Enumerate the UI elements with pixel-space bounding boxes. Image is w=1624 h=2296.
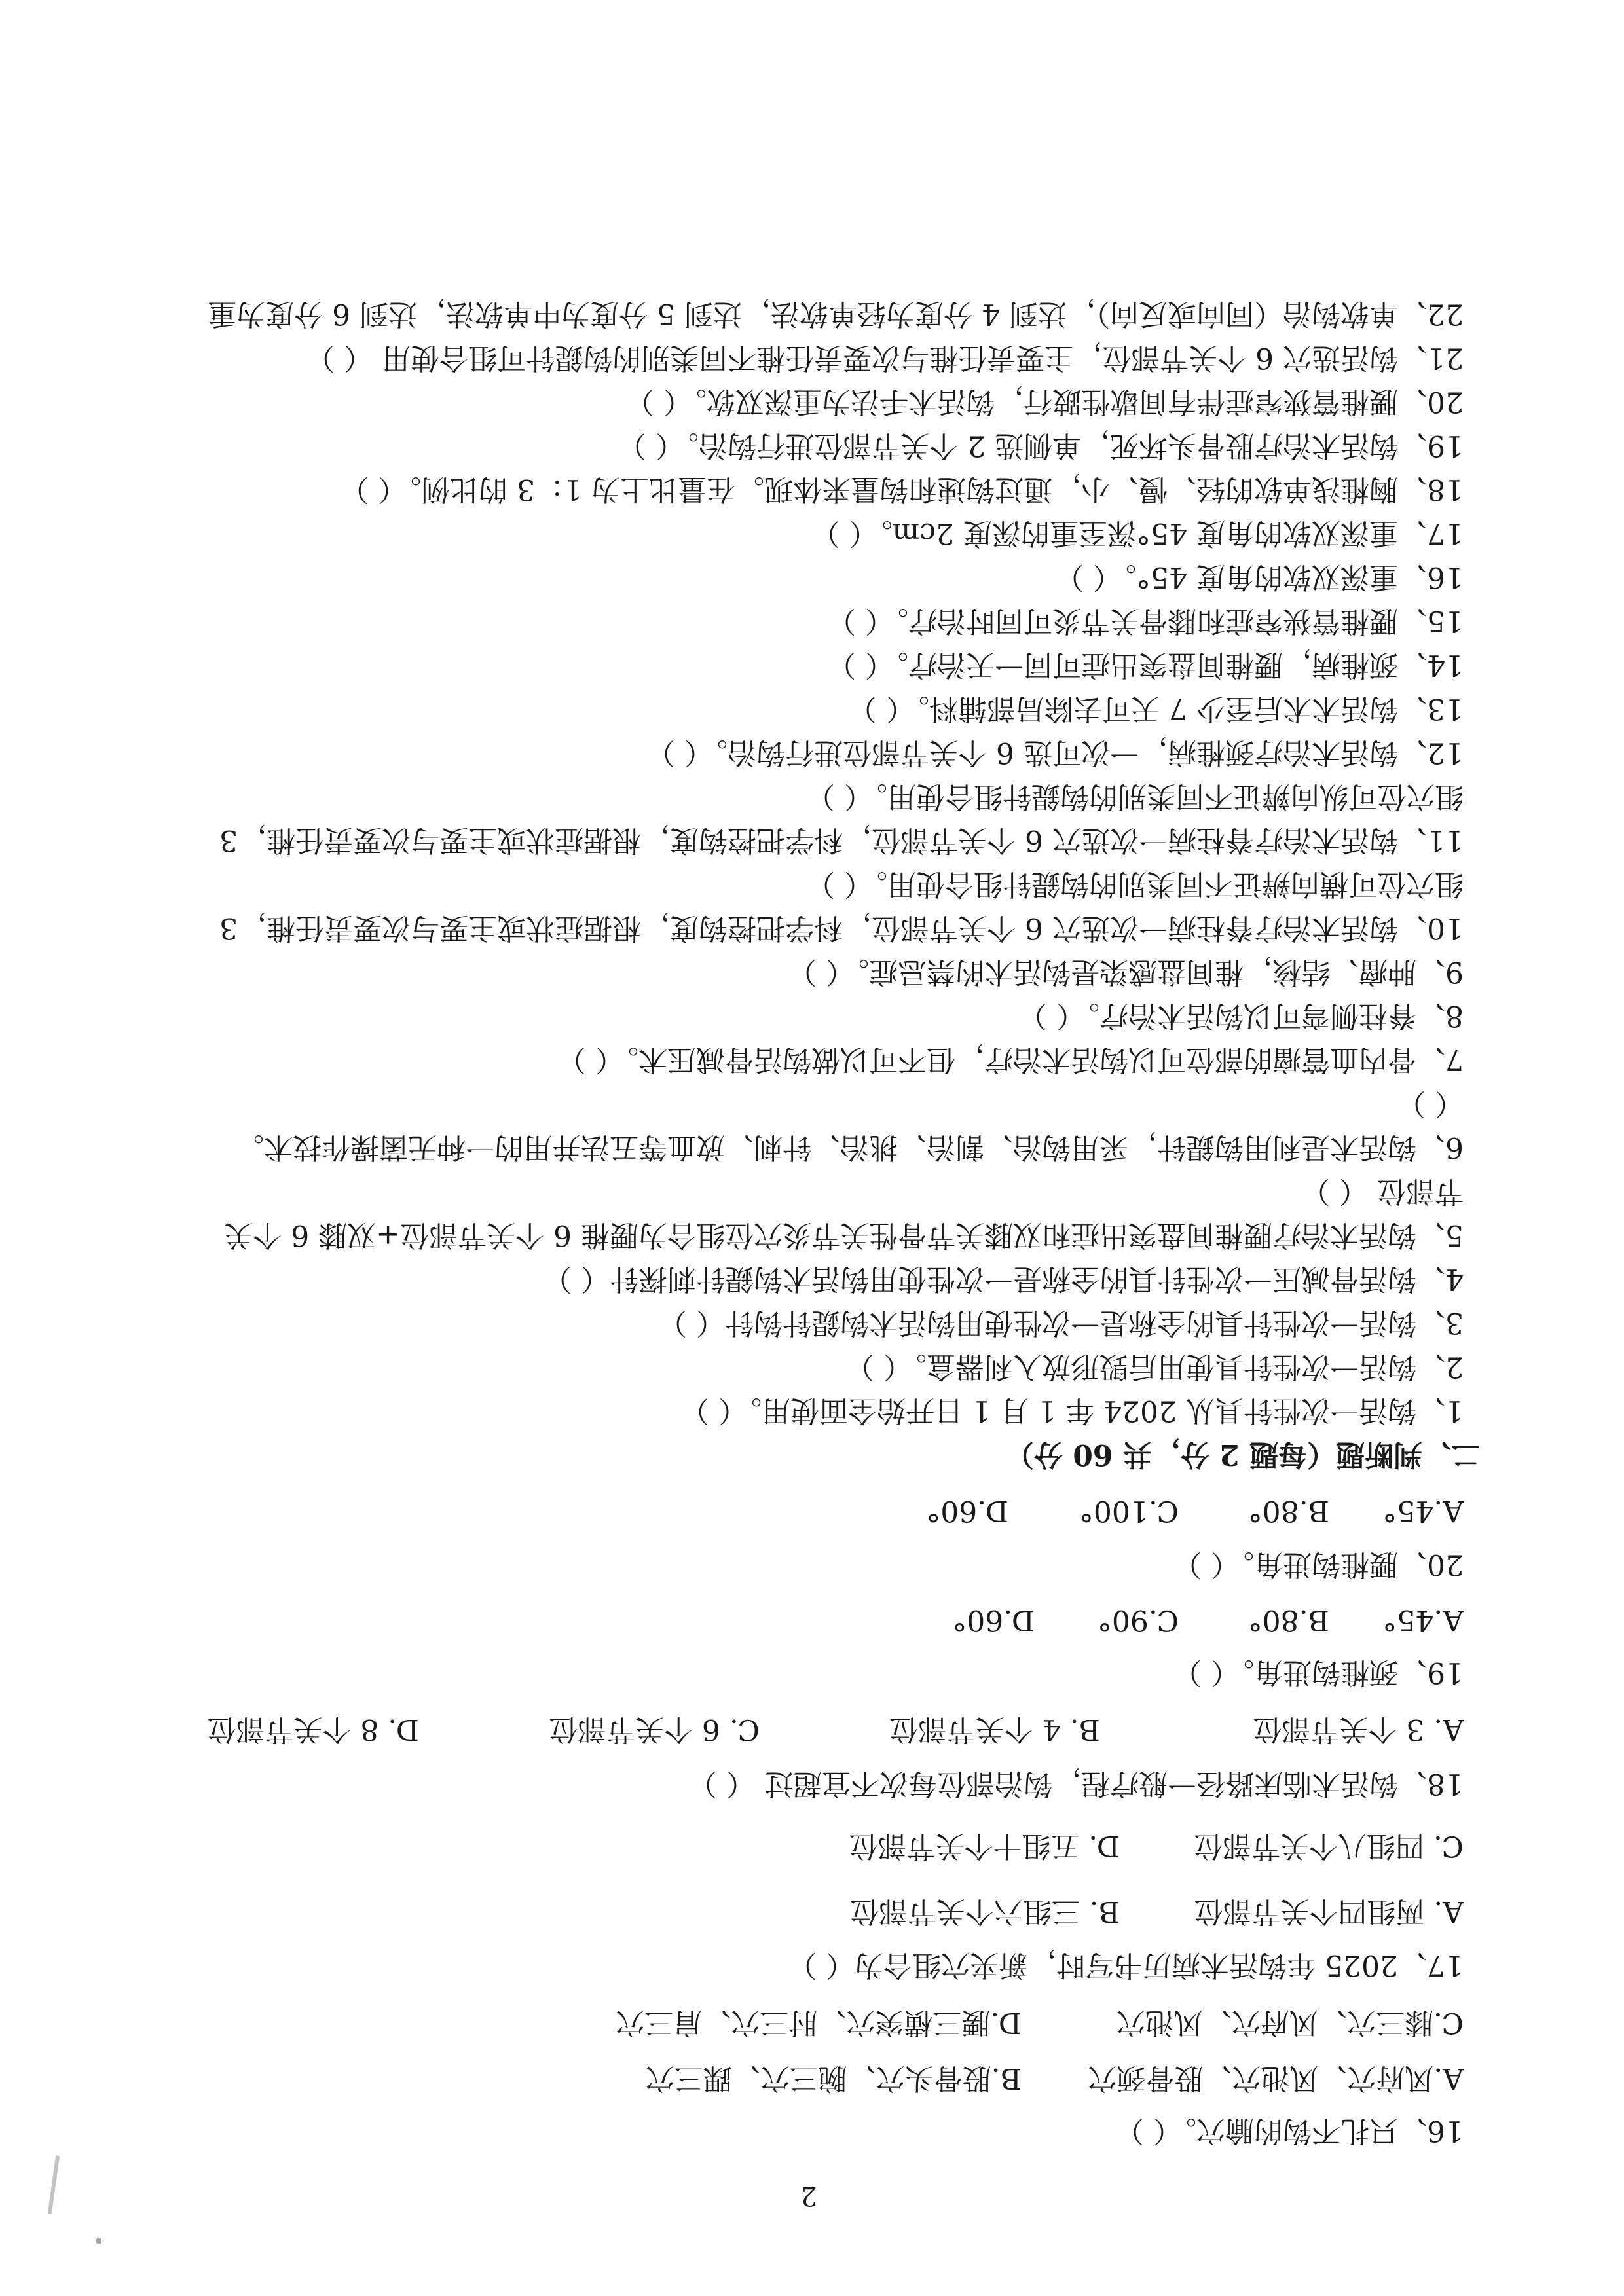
tf-line: 8、脊柱侧弯可以钩活术治疗。（ ） xyxy=(1018,999,1464,1032)
question-16-option-a: A.风府穴、风池穴、股骨颈穴 xyxy=(1088,2062,1464,2095)
question-18-option-b: B. 4 个关节部位 xyxy=(889,1713,1100,1746)
page-number: 2 xyxy=(800,2181,817,2211)
question-20-option-a: A.45° xyxy=(1382,1494,1464,1527)
section-2-title: 二、判断题（每题 2 分，共 60 分） xyxy=(1005,1438,1480,1471)
scan-mark xyxy=(48,2155,60,2214)
question-19-option-b: B.80° xyxy=(1247,1603,1329,1637)
tf-line: 9、肿瘤、结核，椎间盘感染是钩活术的禁忌症。（ ） xyxy=(788,955,1464,989)
question-19-option-d: D.60° xyxy=(952,1603,1035,1637)
question-17-stem: 17、2025 年钩活术病历书写时，新夹穴组合为（ ） xyxy=(788,1948,1464,1982)
question-16-option-b: B.股骨头穴、腕三穴、踝三穴 xyxy=(645,2062,1022,2095)
tf-line: 3、钩活一次性针具的全称是一次性使用钩活术钩鍉针钩针（ ） xyxy=(658,1306,1464,1339)
tf-line: 10、钩活术治疗脊柱病一次选穴 6 个关节部位，科学把控钩度，根据症状或主要与次要责任椎，3 xyxy=(219,911,1464,945)
question-18-option-d: D. 8 个关节部位 xyxy=(207,1713,419,1746)
tf-line: 2、钩活一次性针具使用后毁形放入利器盒。（ ） xyxy=(845,1350,1464,1383)
tf-line: 22、单软钩治（同向或反向），达到 4 分度为轻单软法，达到 5 分度为中单软法，达到 6 分度为重 xyxy=(208,297,1464,331)
question-17-option-a: A. 两组四个关节部位 xyxy=(1194,1895,1464,1928)
tf-line: 17、重深双软的角度 45°深至重的深度 2cm。（ ） xyxy=(811,517,1464,550)
tf-line: 1、钩活一次性针具从 2024 年 1 月 1 日开始全面使用。（ ） xyxy=(680,1394,1464,1427)
tf-line: 节部位 （ ） xyxy=(1301,1175,1464,1208)
question-16-stem: 16、只扎不钩的腧穴。（ ） xyxy=(1115,2114,1464,2147)
tf-line: 组穴位可纵向辨证不同类别的钩鍉针组合使用。（ ） xyxy=(806,780,1464,813)
tf-line: 14、颈椎病，腰椎间盘突出症可同一天治疗。（ ） xyxy=(827,648,1464,682)
tf-line: 19、钩活术治疗股骨头坏死，单侧选 2 个关节部位进行钩治。（ ） xyxy=(618,429,1464,462)
question-20-option-c: C.100° xyxy=(1079,1494,1179,1527)
question-18-option-a: A. 3 个关节部位 xyxy=(1253,1713,1464,1746)
tf-line: 13、钩活术术后至少 7 天可去除局部辅料。（ ） xyxy=(848,692,1464,725)
tf-line: 21、钩活选穴 6 个关节部位，主要责任椎与次要责任椎不同类别的钩鍉针可组合使用 （ ） xyxy=(306,341,1464,374)
question-20-option-d: D.60° xyxy=(926,1494,1008,1527)
question-20-stem: 20、腰椎钩进角。（ ） xyxy=(1173,1548,1464,1581)
tf-line: 12、钩活术治疗颈椎病，一次可选 6 个关节部位进行钩治。（ ） xyxy=(646,736,1464,769)
tf-line: 18、胸椎浅单软的轻、慢、小，通过钩速和钩量来体现。在量比上为 1：3 的比例。（ ） xyxy=(340,473,1464,506)
tf-line: 20、腰椎管狭窄症伴有间歇性跛行，钩活术手法为重深双软。（ ） xyxy=(625,385,1464,418)
question-17-option-d: D. 五组十个关节部位 xyxy=(849,1829,1120,1863)
tf-line: 6、钩活术是利用钩鍉针，采用钩治、割治、挑治、针刺、放血等五法并用的一种无菌操作技术。 xyxy=(235,1131,1464,1164)
tf-line: （ ） xyxy=(1397,1087,1464,1120)
question-17-option-b: B. 三组六个关节部位 xyxy=(849,1895,1120,1928)
question-19-option-a: A.45° xyxy=(1382,1603,1464,1637)
tf-line: 4、钩活骨减压一次性针具的全称是一次性使用钩活术钩鍉针刺探针（ ） xyxy=(543,1262,1464,1296)
tf-line: 5、钩活术治疗腰椎间盘突出症和双膝关节骨性关节炎穴位组合为腰椎 6 个关节部位+双膝 6 个关 xyxy=(224,1218,1464,1252)
scan-mark xyxy=(96,2238,101,2244)
tf-line: 7、骨内血管瘤的部位可以钩活术治疗，但不可以做钩活骨减压术。（ ） xyxy=(557,1043,1464,1076)
question-19-option-c: C.90° xyxy=(1097,1603,1179,1637)
question-19-stem: 19、颈椎钩进角。（ ） xyxy=(1173,1656,1464,1689)
question-16-option-d: D.腰三横突穴、肘三穴、肩三穴 xyxy=(616,2006,1022,2039)
tf-line: 16、重深双软的角度 45°。（ ） xyxy=(1055,560,1464,594)
question-20-option-b: B.80° xyxy=(1247,1494,1329,1527)
question-17-option-c: C. 四组八个关节部位 xyxy=(1193,1829,1464,1863)
tf-line: 组穴位可横向辨证不同类别的钩鍉针组合使用。（ ） xyxy=(806,867,1464,901)
question-18-stem: 18、钩活术临床路径一般疗程，钩治部位每次不宜超过 （ ） xyxy=(688,1767,1464,1800)
tf-line: 11、钩活术治疗脊柱病一次选穴 6 个关节部位，科学把控钩度，根据症状或主要与次要责任椎，3 xyxy=(219,824,1464,857)
question-18-option-c: C. 6 个关节部位 xyxy=(548,1713,760,1746)
question-16-option-c: C.膝三穴、风府穴、风池穴 xyxy=(1116,2006,1464,2039)
tf-line: 15、腰椎管狭窄症和膝骨关节炎可同时治疗。（ ） xyxy=(827,604,1464,638)
